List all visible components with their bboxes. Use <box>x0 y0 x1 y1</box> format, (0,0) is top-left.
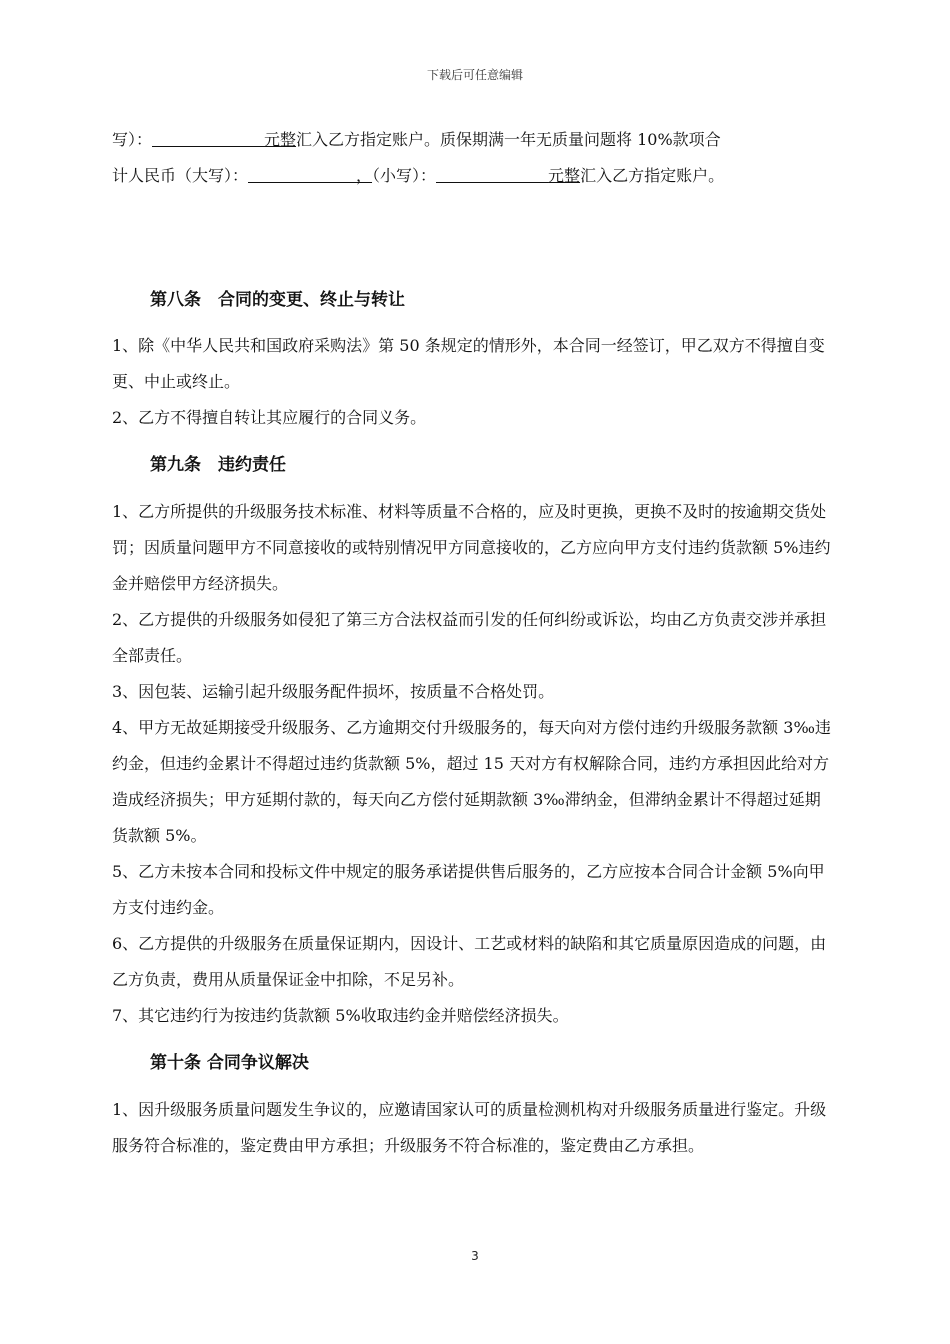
blank-field <box>436 164 548 183</box>
article-9-clause: 2、乙方提供的升级服务如侵犯了第三方合法权益而引发的任何纠纷或诉讼，均由乙方负责交涉并承担全部责任。 <box>112 610 827 665</box>
payment-line-1: 写）： 元整汇入乙方指定账户。质保期满一年无质量问题将 10%款项合 <box>112 130 721 149</box>
article-8-clause: 1、除《中华人民共和国政府采购法》第 50 条规定的情形外，本合同一经签订，甲乙双方不得擅自变更、中止或终止。 <box>112 336 825 391</box>
document-body <box>112 122 832 1164</box>
article-9-clause: 6、乙方提供的升级服务在质量保证期内，因设计、工艺或材料的缺陷和其它质量原因造成的问题，由乙方负责，费用从质量保证金中扣除，不足另补。 <box>112 934 827 989</box>
article-8-clause: 2、乙方不得擅自转让其应履行的合同义务。 <box>112 408 427 427</box>
blank-field <box>152 128 264 147</box>
article-9-title: 第九条 违约责任 <box>150 455 286 475</box>
article-9-clause: 5、乙方未按本合同和投标文件中规定的服务承诺提供售后服务的，乙方应按本合同合计金额 5%向甲方支付违约金。 <box>112 862 825 917</box>
blank-field <box>248 164 356 183</box>
article-9-clause: 1、乙方所提供的升级服务技术标准、材料等质量不合格的，应及时更换，更换不及时的按逾期交货处罚；因质量问题甲方不同意接收的或特别情况甲方同意接收的，乙方应向甲方支付违约货款额 5%违约金并赔偿甲方经济损失。 <box>112 502 831 593</box>
article-9-clause: 4、甲方无故延期接受升级服务、乙方逾期交付升级服务的，每天向对方偿付违约升级服务款额 3‰违约金，但违约金累计不得超过违约货款额 5%，超过 15 天对方有权解除合同，违约方承担因此给对方造成经济损失；甲方延期付款的，每天向乙方偿付延期款额 3‰滞纳金，但滞纳金累计不得超过延期货款额 5%。 <box>112 718 831 845</box>
page-number: 3 <box>471 1249 479 1263</box>
article-10-title: 第十条 合同争议解决 <box>150 1053 309 1073</box>
article-9-clause: 7、其它违约行为按违约货款额 5%收取违约金并赔偿经济损失。 <box>112 1006 569 1025</box>
article-9-clause: 3、因包装、运输引起升级服务配件损坏，按质量不合格处罚。 <box>112 682 555 701</box>
page-header: 下载后可任意编辑 <box>426 68 523 82</box>
payment-line-2: 计人民币（大写）： ，（小写）： 元整汇入乙方指定账户。 <box>112 166 725 185</box>
article-10-clause: 1、因升级服务质量问题发生争议的，应邀请国家认可的质量检测机构对升级服务质量进行鉴定。升级服务符合标准的，鉴定费由甲方承担；升级服务不符合标准的，鉴定费由乙方承担。 <box>112 1100 827 1155</box>
article-8-title: 第八条 合同的变更、终止与转让 <box>150 290 405 310</box>
